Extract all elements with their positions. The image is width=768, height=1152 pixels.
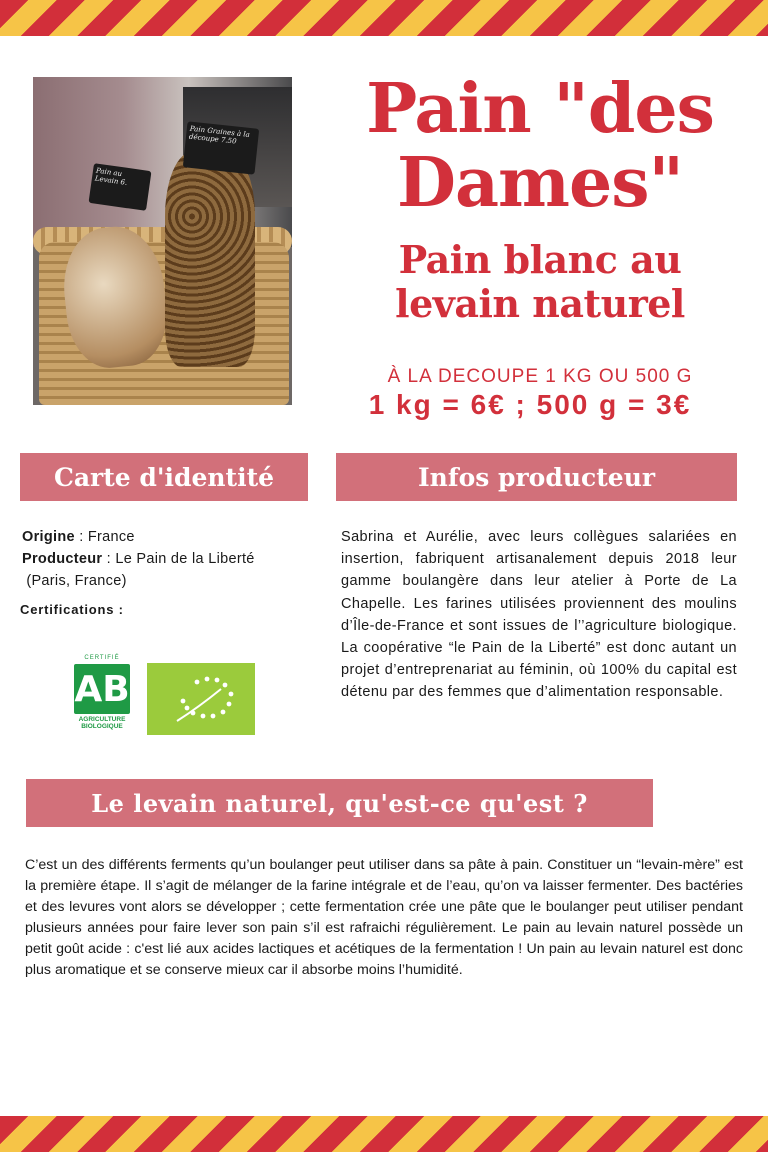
- ab-logo-top: CERTIFIÉ: [84, 655, 120, 661]
- price-sign-right: Pain Graines à la découpe 7.50: [183, 121, 259, 174]
- origin-label: Origine: [22, 529, 75, 545]
- product-subtitle: Pain blanc au levain naturel: [395, 237, 685, 326]
- certifications-label: Certifications :: [20, 602, 124, 617]
- origin-value: : France: [74, 529, 135, 545]
- price: 1 kg = 6€ ; 500 g = 3€: [368, 389, 692, 420]
- levain-heading: Le levain naturel, qu'est-ce qu'est ?: [26, 779, 653, 827]
- origin-row: [22, 526, 322, 548]
- levain-description: C’est un des différents ferments qu’un boulanger peut utiliser dans sa pâte à pain. Constituer un “levain-mère” est la première étape. Il s’agit de mélanger de la farine intégrale et de l’eau, qu’on va laisser fermenter. Des bactéries et des levures vont alors se développer ; cette fermentation crée une pâte que le boulanger peut utiliser pendant plusieurs années pour faire lever son pain s’il est rafraichi régulièrement. Le pain au levain naturel possède un petit goût acide : c'est lié aux acides lactiques et acétiques de la fermentation ! Un pain au levain naturel est donc plus aromatique et se conserve mieux car il absorbe moins l’humidité.: [25, 857, 743, 978]
- identity-card-heading: Carte d'identité: [20, 453, 308, 501]
- producer-value: : Le Pain de la Liberté: [102, 551, 255, 567]
- identity-card: [22, 526, 322, 592]
- producer-row: [22, 548, 322, 570]
- ab-logo-letters: AB: [74, 664, 130, 714]
- price-sign-left: Pain au Levain 6.: [88, 163, 151, 211]
- bread-photo: [33, 77, 292, 405]
- eu-organic-leaf-icon: [147, 663, 255, 735]
- ab-organic-logo: [74, 655, 130, 735]
- producer-info-heading: Infos producteur: [336, 453, 737, 501]
- seeded-loaf: [165, 152, 255, 367]
- producer-description: Sabrina et Aurélie, avec leurs collègues salariées en insertion, fabriquent artisanalement depuis 2018 leur gamme boulangère dans leur atelier à Porte de La Chapelle. Les farines utilisées proviennent des moulins d’Île-de-France et sont issues de l’’agriculture biologique. La coopérative “le Pain de la Liberté” est donc autant un projet d’entreprenariat au féminin, où 100% du capital est détenu par des femmes que d’alimentation responsable.: [341, 529, 737, 701]
- ab-logo-bottom: AGRICULTURE BIOLOGIQUE: [78, 716, 126, 730]
- producer-location: (Paris, France): [22, 573, 127, 589]
- product-title: Pain "des Dames": [366, 69, 714, 223]
- cut-note: À LA DECOUPE 1 KG OU 500 G: [387, 366, 693, 387]
- top-stripe-border: [0, 0, 768, 36]
- bottom-stripe-border: [0, 1116, 768, 1152]
- producer-label: Producteur: [22, 551, 103, 567]
